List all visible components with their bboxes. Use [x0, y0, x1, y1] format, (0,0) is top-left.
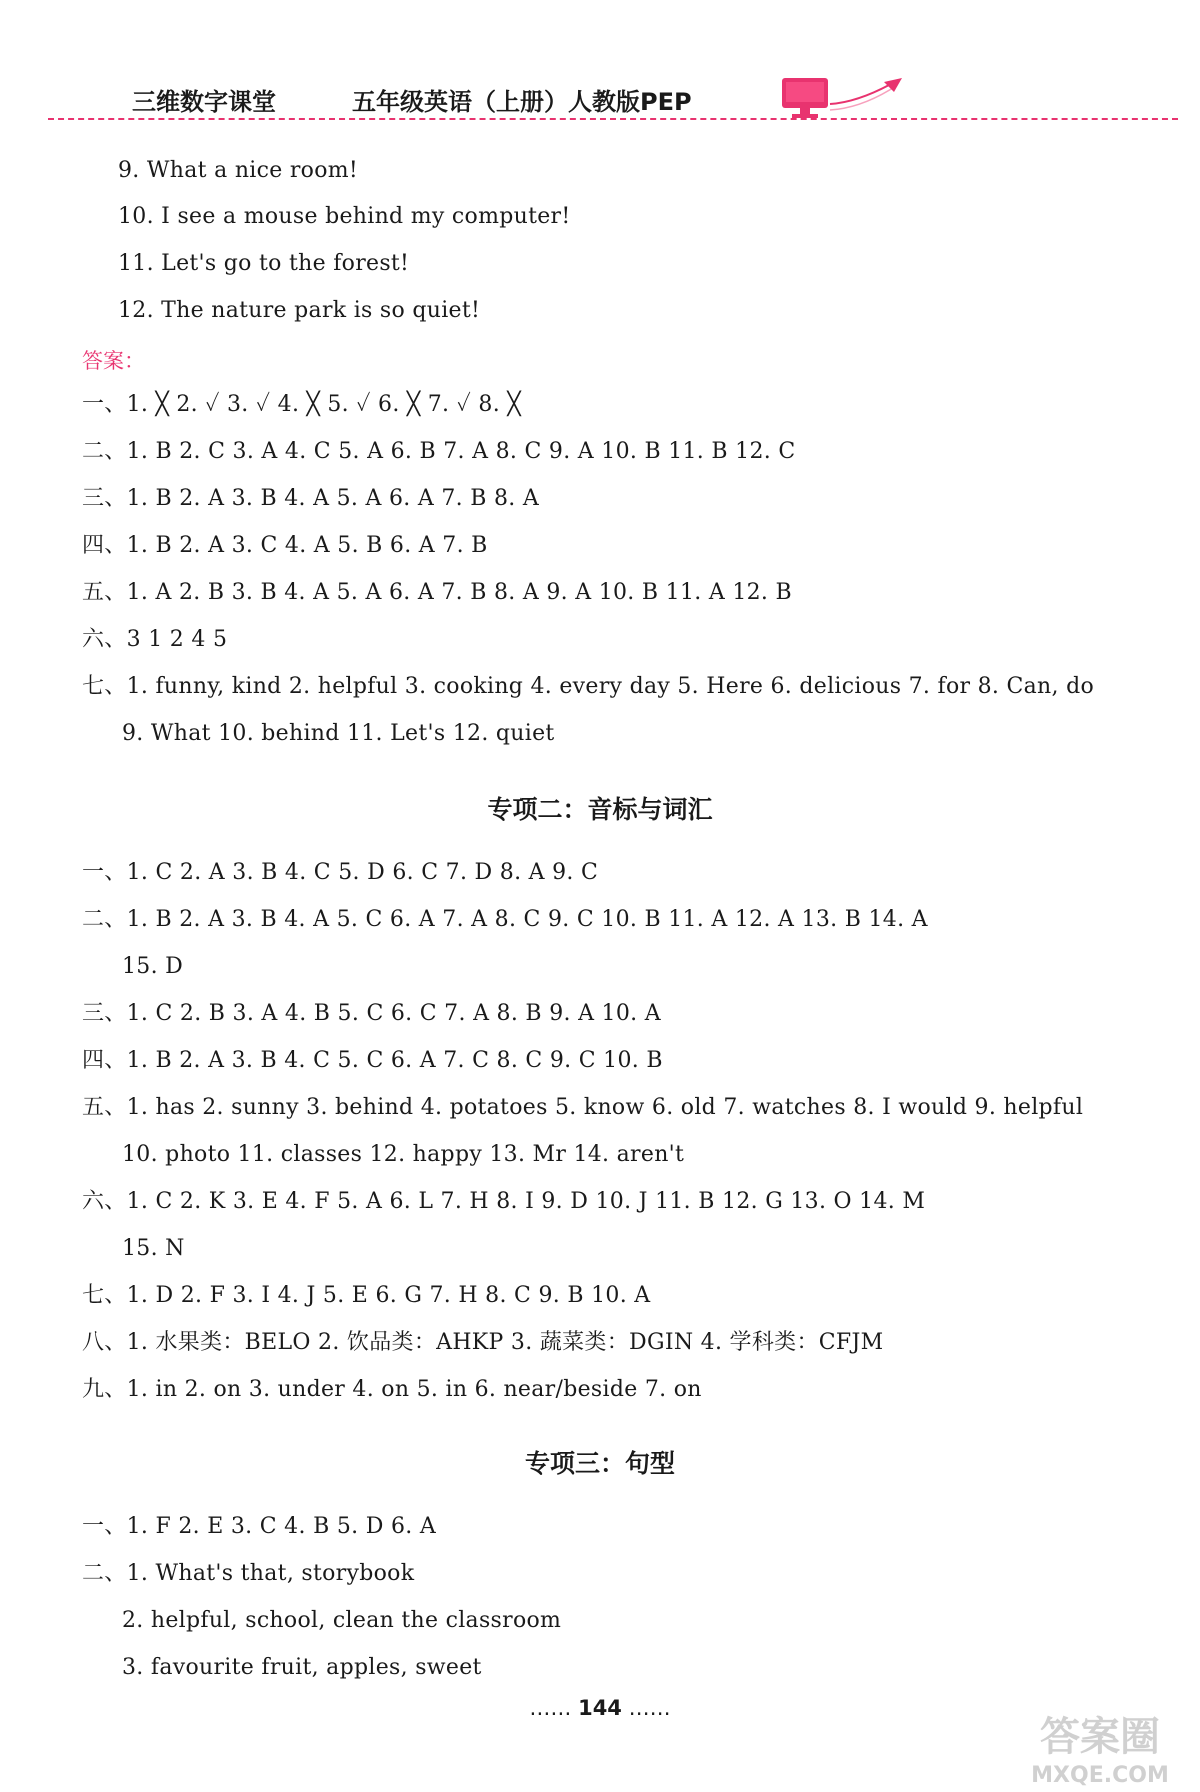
- answer-line: 二、1. What's that, storybook: [82, 1561, 415, 1586]
- page-number-dots-right: ……: [628, 1696, 671, 1720]
- answer-line: 七、1. D 2. F 3. I 4. J 5. E 6. G 7. H 8. C 9. B 10. A: [82, 1283, 651, 1308]
- section-heading: 专项二：音标与词汇: [487, 795, 713, 824]
- answer-line: 15. N: [122, 1236, 185, 1261]
- answer-line: 七、1. funny, kind 2. helpful 3. cooking 4. every day 5. Here 6. delicious 7. for 8. Can, do: [82, 674, 1095, 699]
- answer-line: 一、1. ╳ 2. ✓ 3. ✓ 4. ╳ 5. ✓ 6. ╳ 7. ✓ 8. ╳: [82, 392, 521, 417]
- answer-line: 2. helpful, school, clean the classroom: [122, 1608, 562, 1633]
- section-heading: 专项三：句型: [524, 1449, 675, 1478]
- answer-line: 9. What 10. behind 11. Let's 12. quiet: [122, 721, 555, 746]
- sentence-line: 11. Let's go to the forest!: [118, 251, 410, 276]
- page-number-value: 144: [578, 1696, 622, 1720]
- watermark-text: 答案圈: [1040, 1714, 1160, 1760]
- sentence-line: 10. I see a mouse behind my computer!: [118, 204, 571, 229]
- watermark-logo-icon: [1010, 1702, 1190, 1788]
- answer-line: 二、1. B 2. C 3. A 4. C 5. A 6. B 7. A 8. C 9. A 10. B 11. B 12. C: [82, 439, 796, 464]
- answer-line: 10. photo 11. classes 12. happy 13. Mr 14. aren't: [122, 1142, 685, 1167]
- answer-line: 四、1. B 2. A 3. C 4. A 5. B 6. A 7. B: [82, 533, 488, 558]
- answer-line: 五、1. A 2. B 3. B 4. A 5. A 6. A 7. B 8. A 9. A 10. B 11. A 12. B: [82, 580, 792, 605]
- answer-line: 三、1. C 2. B 3. A 4. B 5. C 6. C 7. A 8. B 9. A 10. A: [82, 1001, 661, 1026]
- answer-line: 八、1. 水果类：BELO 2. 饮品类：AHKP 3. 蔬菜类：DGIN 4. 学科类：CFJM: [82, 1330, 884, 1355]
- answer-line: 3. favourite fruit, apples, sweet: [122, 1655, 482, 1680]
- answer-line: 四、1. B 2. A 3. B 4. C 5. C 6. A 7. C 8. C 9. C 10. B: [82, 1048, 663, 1073]
- answer-line: 一、1. C 2. A 3. B 4. C 5. D 6. C 7. D 8. A 9. C: [82, 860, 599, 885]
- answer-line: 五、1. has 2. sunny 3. behind 4. potatoes 5. know 6. old 7. watches 8. I would 9. helpful: [82, 1095, 1084, 1120]
- answer-line: 二、1. B 2. A 3. B 4. A 5. C 6. A 7. A 8. C 9. C 10. B 11. A 12. A 13. B 14. A: [82, 907, 928, 932]
- header-divider: [48, 118, 1178, 120]
- answer-line: 15. D: [122, 954, 184, 979]
- header-book-series: 三维数字课堂: [132, 88, 276, 116]
- computer-rocket-logo-icon: [780, 76, 905, 122]
- answer-line: 六、3 1 2 4 5: [82, 627, 228, 652]
- sentence-line: 12. The nature park is so quiet!: [118, 298, 481, 323]
- sentence-line: 9. What a nice room!: [118, 158, 359, 183]
- header-book-title: 五年级英语（上册）人教版PEP: [352, 88, 692, 116]
- answer-label: 答案：: [82, 349, 145, 373]
- page-number-dots-left: ……: [529, 1696, 572, 1720]
- watermark-url: MXQE.COM: [1031, 1763, 1169, 1788]
- answer-line: 六、1. C 2. K 3. E 4. F 5. A 6. L 7. H 8. I 9. D 10. J 11. B 12. G 13. O 14. M: [82, 1189, 926, 1214]
- answer-line: 一、1. F 2. E 3. C 4. B 5. D 6. A: [82, 1514, 437, 1539]
- answer-line: 九、1. in 2. on 3. under 4. on 5. in 6. near/beside 7. on: [82, 1377, 702, 1402]
- answer-line: 三、1. B 2. A 3. B 4. A 5. A 6. A 7. B 8. A: [82, 486, 540, 511]
